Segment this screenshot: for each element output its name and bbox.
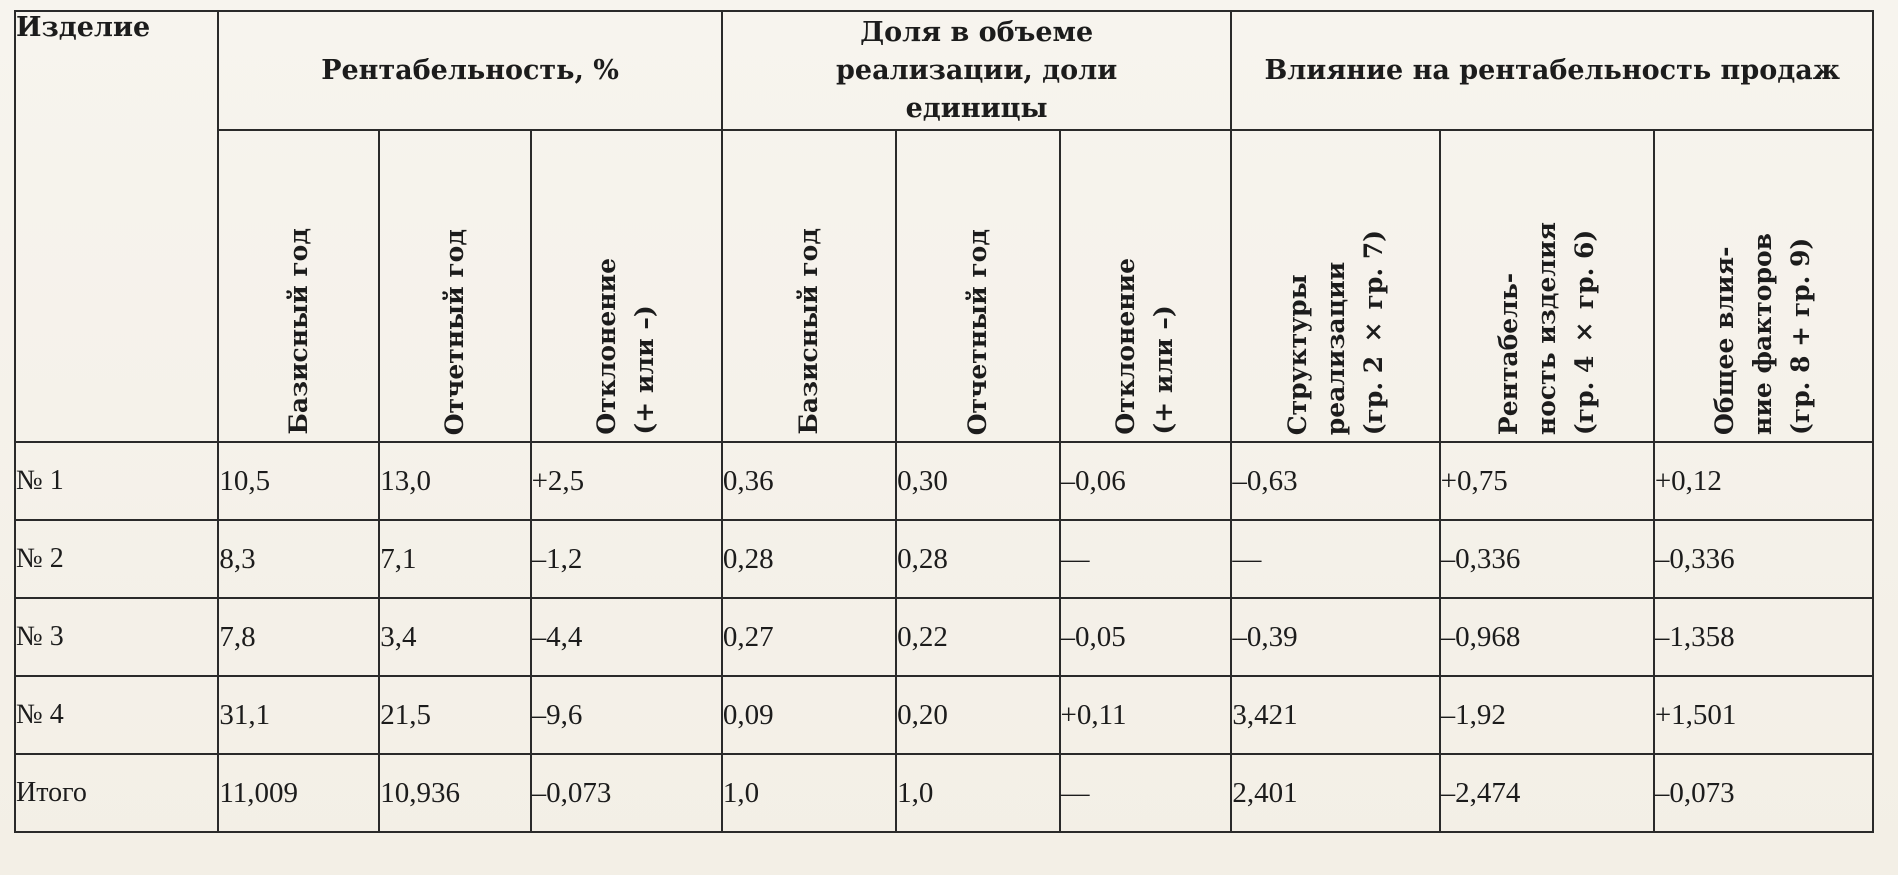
table-row-product-4 bbox=[15, 676, 1873, 754]
sub-header-row bbox=[15, 130, 1873, 442]
table-cell: –1,2 bbox=[531, 520, 722, 598]
table-row-total bbox=[15, 754, 1873, 832]
table-cell: 0,36 bbox=[722, 442, 896, 520]
table-cell: +1,501 bbox=[1654, 676, 1873, 754]
table-cell: 0,09 bbox=[722, 676, 896, 754]
table-cell: 1,0 bbox=[896, 754, 1059, 832]
subheader-col-7: Структуры реализации (гр. 2 × гр. 7) bbox=[1231, 130, 1439, 442]
subheader-col-6: Отклонение (+ или –) bbox=[1060, 130, 1232, 442]
table-cell: 0,27 bbox=[722, 598, 896, 676]
row-label: № 1 bbox=[15, 442, 218, 520]
row-label: № 4 bbox=[15, 676, 218, 754]
row-label: № 3 bbox=[15, 598, 218, 676]
table-cell: 10,936 bbox=[379, 754, 530, 832]
table-cell: 1,0 bbox=[722, 754, 896, 832]
subheader-col-8: Рентабель- ность изделия (гр. 4 × гр. 6) bbox=[1440, 130, 1654, 442]
table-cell: –2,474 bbox=[1440, 754, 1654, 832]
table-cell: –0,073 bbox=[1654, 754, 1873, 832]
table-cell: 7,8 bbox=[218, 598, 379, 676]
table-cell: –1,92 bbox=[1440, 676, 1654, 754]
table-cell: –0,968 bbox=[1440, 598, 1654, 676]
table-cell: 7,1 bbox=[379, 520, 530, 598]
row-label: № 2 bbox=[15, 520, 218, 598]
corner-header: Изделие bbox=[15, 11, 218, 442]
table-cell: 21,5 bbox=[379, 676, 530, 754]
table-cell: 2,401 bbox=[1231, 754, 1439, 832]
table-cell: –0,06 bbox=[1060, 442, 1232, 520]
table-cell: — bbox=[1060, 520, 1232, 598]
table-cell: +0,75 bbox=[1440, 442, 1654, 520]
table-cell: –0,336 bbox=[1440, 520, 1654, 598]
table-cell: –0,39 bbox=[1231, 598, 1439, 676]
subheader-col-5: Отчетный год bbox=[896, 130, 1059, 442]
table-cell: 8,3 bbox=[218, 520, 379, 598]
table-cell: 0,30 bbox=[896, 442, 1059, 520]
table-row-product-1 bbox=[15, 442, 1873, 520]
table-cell: +0,11 bbox=[1060, 676, 1232, 754]
table-cell: 3,4 bbox=[379, 598, 530, 676]
table-cell: 31,1 bbox=[218, 676, 379, 754]
group-header-profitability: Рентабельность, % bbox=[218, 11, 722, 130]
table-cell: 0,22 bbox=[896, 598, 1059, 676]
table-cell: –0,073 bbox=[531, 754, 722, 832]
table-cell: 3,421 bbox=[1231, 676, 1439, 754]
table-cell: –0,63 bbox=[1231, 442, 1439, 520]
subheader-col-9: Общее влия- ние факторов (гр. 8 + гр. 9) bbox=[1654, 130, 1873, 442]
table-cell: –0,05 bbox=[1060, 598, 1232, 676]
profitability-table bbox=[14, 10, 1874, 833]
subheader-col-2: Отчетный год bbox=[379, 130, 530, 442]
table-cell: 0,28 bbox=[896, 520, 1059, 598]
table-cell: 0,28 bbox=[722, 520, 896, 598]
subheader-col-3: Отклонение (+ или –) bbox=[531, 130, 722, 442]
table-cell: –4,4 bbox=[531, 598, 722, 676]
table-cell: — bbox=[1231, 520, 1439, 598]
table-cell: 10,5 bbox=[218, 442, 379, 520]
table-cell: +2,5 bbox=[531, 442, 722, 520]
group-header-sales-share: Доля в объеме реализации, доли единицы bbox=[722, 11, 1232, 130]
group-header-influence: Влияние на рентабельность продаж bbox=[1231, 11, 1873, 130]
subheader-col-4: Базисный год bbox=[722, 130, 896, 442]
table-row-product-3 bbox=[15, 598, 1873, 676]
table-cell: –1,358 bbox=[1654, 598, 1873, 676]
table-cell: –0,336 bbox=[1654, 520, 1873, 598]
table-cell: — bbox=[1060, 754, 1232, 832]
row-label: Итого bbox=[15, 754, 218, 832]
table-cell: 11,009 bbox=[218, 754, 379, 832]
table-cell: –9,6 bbox=[531, 676, 722, 754]
table-cell: 0,20 bbox=[896, 676, 1059, 754]
group-header-row bbox=[15, 11, 1873, 130]
table-cell: +0,12 bbox=[1654, 442, 1873, 520]
subheader-col-1: Базисный год bbox=[218, 130, 379, 442]
table-row-product-2 bbox=[15, 520, 1873, 598]
table-cell: 13,0 bbox=[379, 442, 530, 520]
